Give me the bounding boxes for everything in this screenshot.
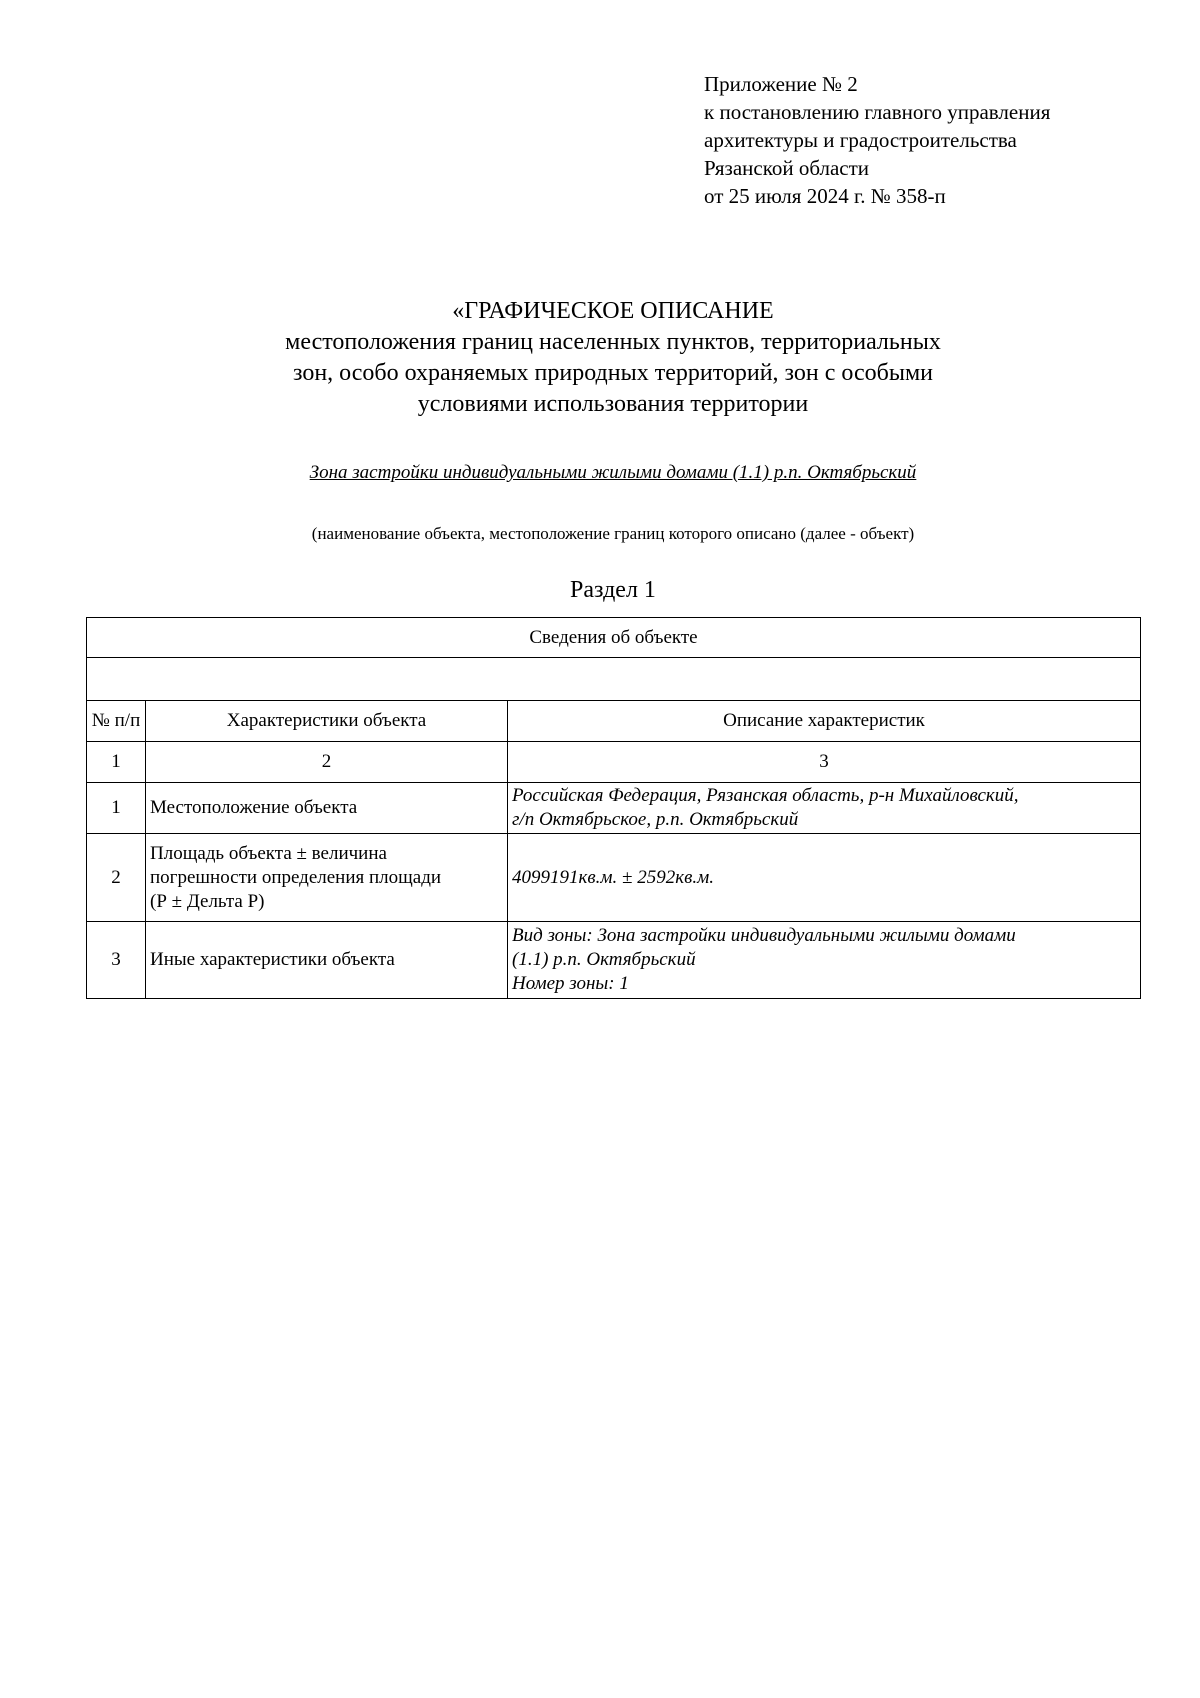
description-line: (1.1) р.п. Октябрьский [512, 949, 696, 970]
appendix-block [704, 70, 1050, 210]
description-line: Российская Федерация, Рязанская область, р-н Михайловский, [512, 785, 1019, 806]
column-number: 3 [508, 742, 1141, 783]
table-caption-row [87, 618, 1141, 658]
table-row [87, 922, 1141, 999]
row-description [508, 922, 1141, 999]
section-title: Раздел 1 [570, 577, 656, 603]
table-empty-row [87, 658, 1141, 701]
table-header-row [87, 701, 1141, 742]
title-line: условиями использования территории [417, 391, 809, 417]
appendix-line: к постановлению главного управления [704, 100, 1051, 124]
object-info-table [86, 617, 1141, 999]
object-caption: (наименование объекта, местоположение границ которого описано (далее - объект) [311, 524, 915, 543]
description-line: г/п Октябрьское, р.п. Октябрьский [512, 809, 799, 830]
table-row [87, 834, 1141, 922]
title-line: местоположения границ населенных пунктов, территориальных [285, 329, 941, 355]
table-column-numbers-row [87, 742, 1141, 783]
empty-cell [87, 658, 1141, 701]
characteristic-line: Площадь объекта ± величина [150, 842, 387, 864]
row-number: 3 [87, 922, 146, 999]
characteristic-line: Иные характеристики объекта [150, 949, 395, 970]
row-description [508, 783, 1141, 834]
characteristic-line: (Р ± Дельта Р) [150, 890, 265, 912]
column-number: 2 [146, 742, 508, 783]
appendix-line: Приложение № 2 [704, 72, 858, 96]
appendix-line: Рязанской области [704, 156, 870, 180]
row-description [508, 834, 1141, 922]
description-line: Вид зоны: Зона застройки индивидуальными жилыми домами [512, 925, 1016, 946]
characteristic-line: погрешности определения площади [150, 866, 442, 888]
column-number: 1 [87, 742, 146, 783]
row-number: 1 [87, 783, 146, 834]
appendix-line: от 25 июля 2024 г. № 358-п [704, 184, 946, 208]
title-line: зон, особо охраняемых природных территорий, зон с особыми [292, 360, 934, 386]
object-name: Зона застройки индивидуальными жилыми домами (1.1) р.п. Октябрьский [309, 462, 917, 483]
row-characteristic [146, 834, 508, 922]
appendix-line: архитектуры и градостроительства [704, 128, 1017, 152]
header-description: Описание характеристик [508, 701, 1141, 742]
document-title [0, 296, 1200, 420]
description-line: Номер зоны: 1 [512, 973, 629, 994]
header-characteristic: Характеристики объекта [146, 701, 508, 742]
characteristic-line: Местоположение объекта [150, 797, 358, 818]
table-row [87, 783, 1141, 834]
row-characteristic [146, 922, 508, 999]
table-caption: Сведения об объекте [87, 618, 1141, 658]
description-line: 4099191кв.м. ± 2592кв.м. [512, 866, 714, 888]
row-number: 2 [87, 834, 146, 922]
header-number: № п/п [87, 701, 146, 742]
title-line: «ГРАФИЧЕСКОЕ ОПИСАНИЕ [452, 298, 774, 324]
row-characteristic [146, 783, 508, 834]
